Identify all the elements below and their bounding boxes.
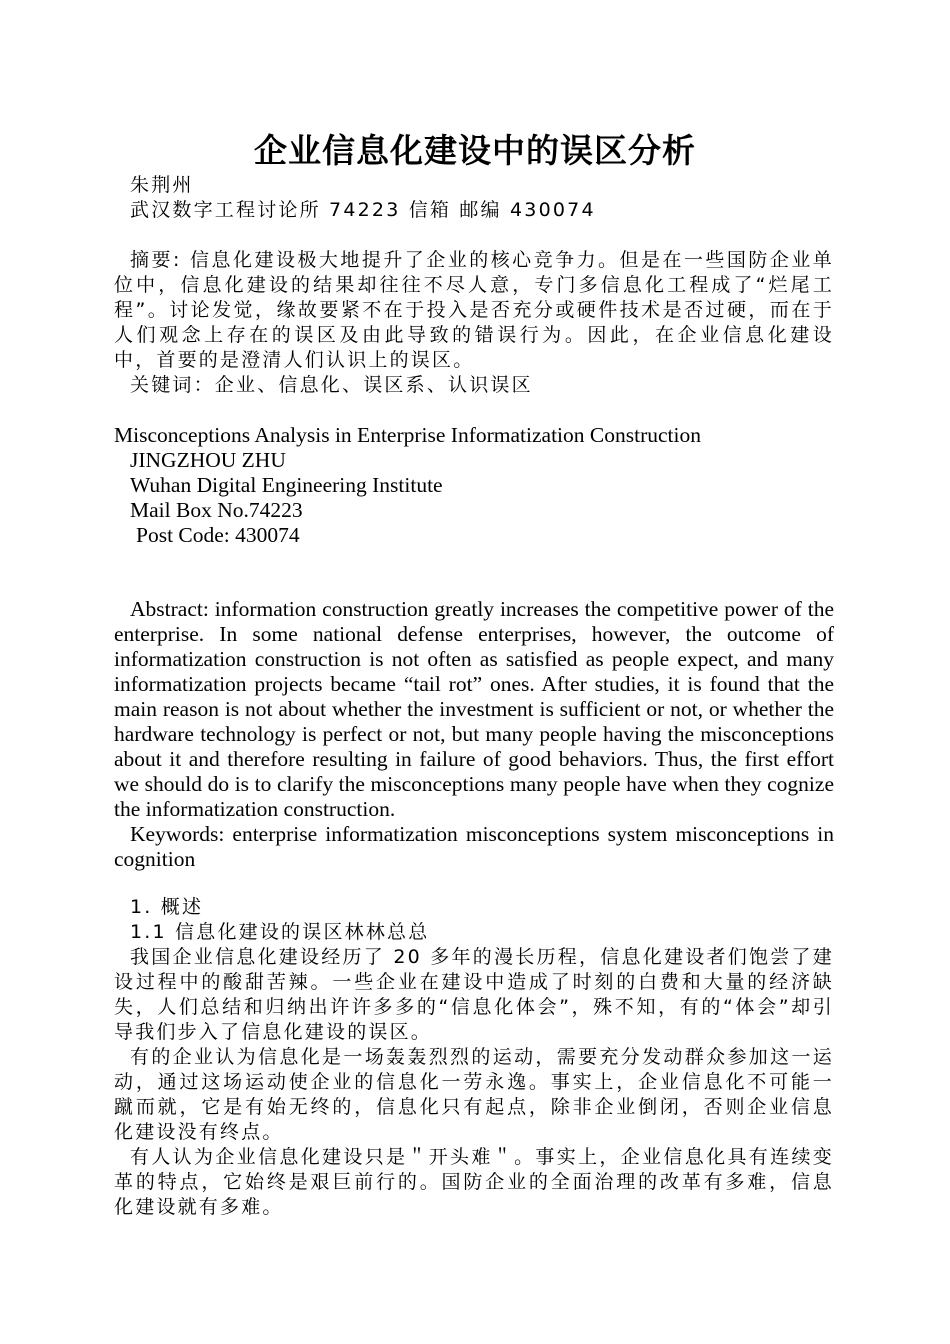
english-title: Misconceptions Analysis in Enterprise Informatization Construction [114,423,701,447]
paper-title: 企业信息化建设中的误区分析 [254,131,696,170]
abstract-cn-text: 摘要: 信息化建设极大地提升了企业的核心竞争力。但是在一些国防企业单位中，信息化建设的结果却往往不尽人意，专门多信息化工程成了“烂尾工程”。讨论发觉，缘故要紧不在于投入是否充分或硬件技术是否过硬，而在于人们观念上存在的误区及由此导致的错误行为。因此，在企业信息化建设中，首要的是澄清人们认识上的误区。 [114,249,834,371]
keywords-cn: 关键词：企业、信息化、误区系、认识误区 [130,374,533,396]
english-mailbox: Mail Box No.74223 [130,498,303,522]
section-heading: 1. 概述 [130,896,204,918]
english-abstract [114,597,834,872]
body-paragraph: 我国企业信息化建设经历了 20 多年的漫长历程，信息化建设者们饱尝了建设过程中的酸甜苦辣。一些企业在建设中造成了时刻的白费和大量的经济缺失，人们总结和归纳出许许多多的“信息化体会”，殊不知，有的“体会”却引导我们步入了信息化建设的误区。 [114,946,834,1043]
english-postcode: Post Code: 430074 [136,523,300,547]
subsection-heading: 1.1 信息化建设的误区林林总总 [130,921,430,943]
author-affiliation: 武汉数字工程讨论所 74223 信箱 邮编 430074 [130,199,596,221]
english-author: JINGZHOU ZHU [130,448,286,472]
english-header [114,423,834,548]
body-paragraph: 有人认为企业信息化建设只是＂开头难＂。事实上，企业信息化具有连续变革的特点，它始终是艰巨前行的。国防企业的全面治理的改革有多难，信息化建设就有多难。 [114,1146,834,1218]
author-block [114,173,834,223]
body-paragraph: 有的企业认为信息化是一场轰轰烈烈的运动，需要充分发动群众参加这一运动，通过这场运动使企业的信息化一劳永逸。事实上，企业信息化不可能一蹴而就，它是有始无终的，信息化只有起点，除非企业倒闭，否则企业信息化建设没有终点。 [114,1046,834,1143]
english-institute: Wuhan Digital Engineering Institute [130,473,443,497]
abstract-en-text: Abstract: information construction greatly increases the competitive power of the enterprise. In some national defense enterprises, however, the outcome of informatization construction is not often as satisfied as people expect, and many informatization projects became “tail rot” ones. After studies, it is found that the main reason is not about whether the investment is sufficient or not, or whether the hardware technology is perfect or not, but many people having the misconceptions about it and therefore resulting in failure of good behaviors. Thus, the first effort we should do is to clarify the misconceptions many people have when they cognize the informatization construction. [114,597,834,821]
author-name: 朱荆州 [130,174,194,196]
keywords-en: Keywords: enterprise informatization misconceptions system misconceptions in cognition [114,822,834,871]
chinese-abstract [114,248,834,398]
body-section [114,895,834,1220]
